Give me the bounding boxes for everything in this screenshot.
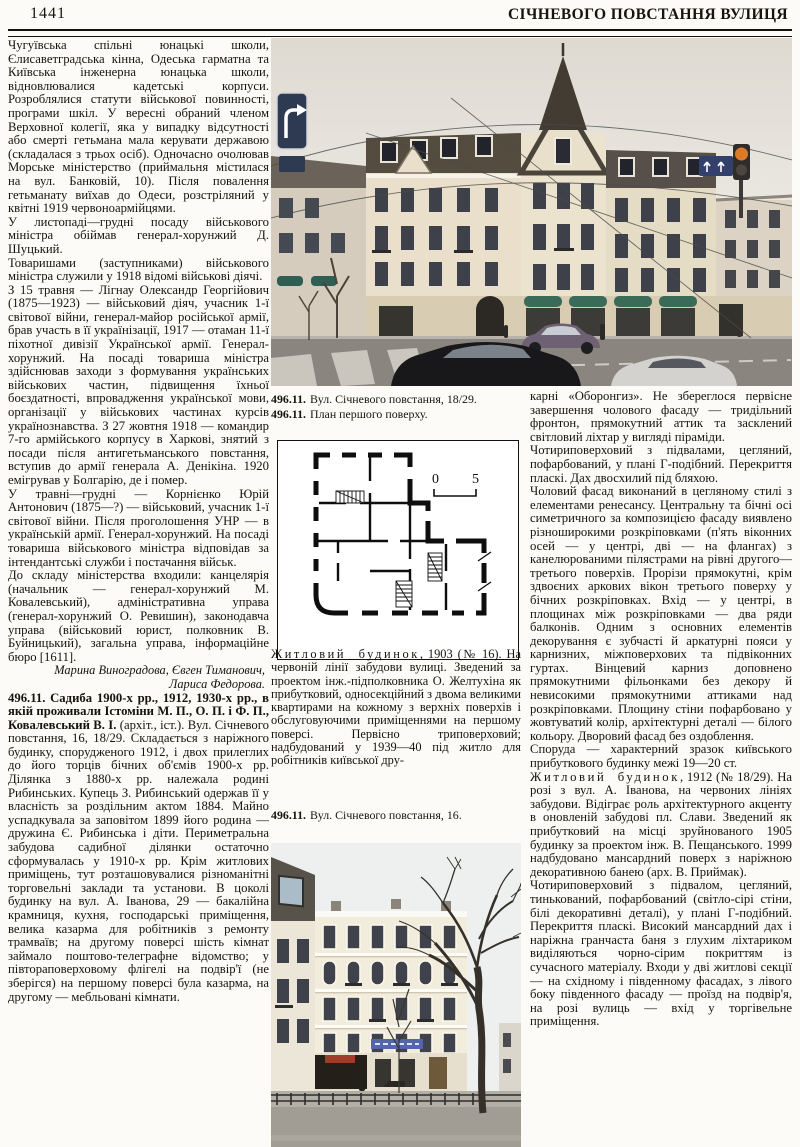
paragraph-6: До складу міністерства входили: канцелярія (начальник — генерал-хорунжий М. Ковалевський), адміністративна управа (генерал-хорунжий О. Ревишин), законодавча управа (військовий юрист, полковник В. Буйницький), загальна управа, інформаційне бюро [1611]. xyxy=(8,568,269,664)
caption-3-number: 496.11. xyxy=(271,808,307,822)
header-rule xyxy=(8,29,792,37)
paragraph-2: У листопаді—грудні посаду військового міністра обіймав генерал-хорунжий Д. Шуцький. xyxy=(8,214,269,256)
middle-column xyxy=(271,648,521,768)
caption-1-number: 496.11. xyxy=(271,392,307,406)
photo-facade-no16 xyxy=(271,843,521,1147)
paragraph-3: Товаришами (заступниками) військового міністра служили у 1918 відомі військові діячі. xyxy=(8,255,269,284)
floor-plan-drawing xyxy=(278,441,517,658)
caption-plan xyxy=(271,407,521,422)
plan-scale-zero: 0 xyxy=(432,472,439,487)
paragraph-1: Чугуївська спільні юнацькі школи, Єлисаветградська кінна, Одеська гарматна та Київська інженерна юнацька школи, відновлювалися кадетські корпуси. Розроблялися статути військової повинності, програми шкіл. У вересні обраний членом Верховної колегії, яка у випадку відсутності або смерті гетьмана мала керувати державою (складалася з трьох осіб). Одночасно очолював Морське міністерство (приймальня містилася на вул. Банковій, 10). Після повалення гетьманату виїхав до Одеси, розстріляний у квітні 1919 червоноармійцями. xyxy=(8,38,269,216)
photo-corner-building xyxy=(271,38,792,386)
floor-plan-figure xyxy=(277,440,519,660)
building-1912-text: , 1912 (№ 18/29). На розі з вул. А. Іванова, на червоних лініях забудови. Відіграє роль архітектурного акценту в оновленій забудові пл. Слави. Зведений як прибутковий на місці зруйнованого 1905 будинку за проектом інж. В. Пещанського. 1999 надбудовано мансардний поверх з наріжною декоративною банею (арх. В. Приймак). xyxy=(530,769,792,879)
continuation-paragraph: карні «Оборонгиз». Не збереглося первісне завершення чолового фасаду — тридільний фронтон, прямокутний аттик та засклений світловий ліхтар у вигляді піраміди. xyxy=(530,389,792,444)
building-1912-paragraph xyxy=(530,771,792,880)
caption-photo-2-block xyxy=(271,808,521,823)
street-corner-photo-illustration xyxy=(271,38,792,386)
paragraph-5: У травні—грудні — Корнієнко Юрій Антонович (1875—?) — військовий, учасник 1-ї світової війни. Після проголошення УНР — в українській армії. Генерал-хорунжий. На посаді товариша військового міністра відповідав за інтендантські служби і постачання військ. xyxy=(8,486,269,569)
paragraph-4: З 15 травня — Лігнау Олександр Георгійович (1875—1923) — військовий діяч, учасник 1-ї світової війни, генерал-майор російської армії, брав участь в її українізації, 1917 — отаман 11-ї піхотної дивізії Української армії. Генерал-хорунжий. На посаді товариша міністра здійснював заходи з формування українських військових частин, підвищення їхньої боєздатності, впровадження української мови, організації у військових частинах курсів українознавства. З 27 жовтня 1918 — командир 7-го армійського корпусу в Харкові, знятий з посади після антигетьманського повстання, вступив до армії генерала А. Денікіна. 1920 емігрував у Болгарію, де і помер. xyxy=(8,282,269,487)
facade-paragraph: Чоловий фасад виконаний в цегляному стилі з елементами ренесансу. Центральну та бічні осі симетричного за композицією фасаду виявлено різноширокими розкріповками (п'ять віконних осей — у центрі, дві — на флангах) з канелюрованими пілястрами на рівні другого—третього поверхів. Прорізи прямокутні, крім здвоєних аркових вікон третього поверху у бічних розкріповках. Вхід — у центрі, в площинах між розкріповками — два ряди балконів. Одним з основних елементів декорування є зубчасті й аркатурні пояси у карнизних, міжповерхових та підвіконних гуртах. Вінцевий карниз доповнено прямокутними фільонками без декору й невисокими прямокутними аттиками над розкріповками. Площину стіни пофарбовано у жовтуватий колір, архітектурні деталі — білого кольору. Дворовий фасад без оздоблення. xyxy=(530,484,792,743)
summary-paragraph: Споруда — характерний зразок київського прибуткового будинку межі 19—20 ст. xyxy=(530,742,792,771)
right-column xyxy=(530,390,792,1029)
caption-3-text: Вул. Січневого повстання, 16. xyxy=(310,808,462,822)
caption-1-text: Вул. Січневого повстання, 18/29. xyxy=(310,392,477,406)
left-column xyxy=(8,39,269,1004)
building-1912-details: Чотириповерховий з підвалом, цегляний, тинькований, пофарбований (світло-сірі стіни, білі декоративні деталі), у плані Г-подібний. Перекриття пласкі. Високий мансардний дах і наріжна гранчаста баня з глухим ліхтариком виділяються чорно-сірим покриттям із сучасного матеріалу. Входи у дві житлові секції — на східному і південному фасадах, з лівого боку південного фасаду — проїзд на подвір'я, на розі вулиць — вхід у торгівельне приміщення. xyxy=(530,878,792,1029)
caption-photo-1 xyxy=(271,392,521,407)
entry-body: (архіт., іст.). Вул. Січневого повстання, 16, 18/29. Складається з наріжного будинку, спорудженого 1912, і двох прилеглих до його торців бічних об'ємів 1900-х рр. Ділянка з 1880-х рр. належала родині Рибинських. Купець З. Рибинський одержав її у власність за роздільним актом 1884. Майно успадкувала за заповітом 1899 його родина — дружина Є. Рибинська і діти. Периметральна забудова садибної ділянки остаточно сформувалась у 1910-х рр. Крім житлових приміщень, тут розташовувалися різноманітні торговельні заклади та установи. В цоколі будинку на вул. А. Іванова, 29 — бакалійна крамниця, кухня, господарські приміщення, велика казарма для робітників з ремонту трамваїв; на другому поверсі шість кімнат займало поштово-телеграфне відомство; у півтораповерховому флігелі на подвір'ї (не зберігся) на першому поверсі була казарма, на другому — мебльовані кімнати. xyxy=(8,717,269,1004)
building-1903-text: , 1903 (№ 16). На червоній лінії забудови вулиці. Зведений за проектом інж.-підполковника О. Желтухіна як прибутковий, односекційний з двома великими квартирами на кожному з верхніх поверхів і обслуговуючими приміщеннями на першому поверсі. Первісно триповерховий; надбудований у 1939—40 під житло для робітників київської дру- xyxy=(271,647,522,768)
figure-captions xyxy=(271,392,521,421)
building-1912-lead: Житловий будинок xyxy=(530,769,681,784)
author-signature xyxy=(8,664,269,691)
signature-line-2: Лариса Федорова. xyxy=(168,676,265,691)
caption-2-text: План першого поверху. xyxy=(310,406,428,421)
header-title: СІЧНЕВОГО ПОВСТАННЯ ВУЛИЦЯ xyxy=(507,6,788,23)
page-number: 1441 xyxy=(30,5,66,22)
entry-heading: 496.11. Садиба 1900-х рр., 1912, 1930-х рр., в якій проживали Істоміни М. П., О. П. і Ф. П., Ковалевський В. І. xyxy=(8,690,269,732)
caption-photo-2 xyxy=(271,808,521,823)
street-facade-photo-illustration xyxy=(271,843,521,1147)
structure-paragraph: Чотириповерховий з підвалами, цегляний, пофарбований, у плані Г-подібний. Перекриття пласкі. Дах двосхилий під бляхою. xyxy=(530,443,792,485)
plan-scale-five: 5 xyxy=(472,472,479,487)
building-1903-lead: Житловий будинок xyxy=(271,647,420,661)
signature-line-1: Марина Виноградова, Євген Тиманович, xyxy=(54,663,265,678)
building-1903-paragraph xyxy=(271,648,521,768)
entry-496-11 xyxy=(8,692,269,1005)
caption-2-number: 496.11. xyxy=(271,406,307,421)
